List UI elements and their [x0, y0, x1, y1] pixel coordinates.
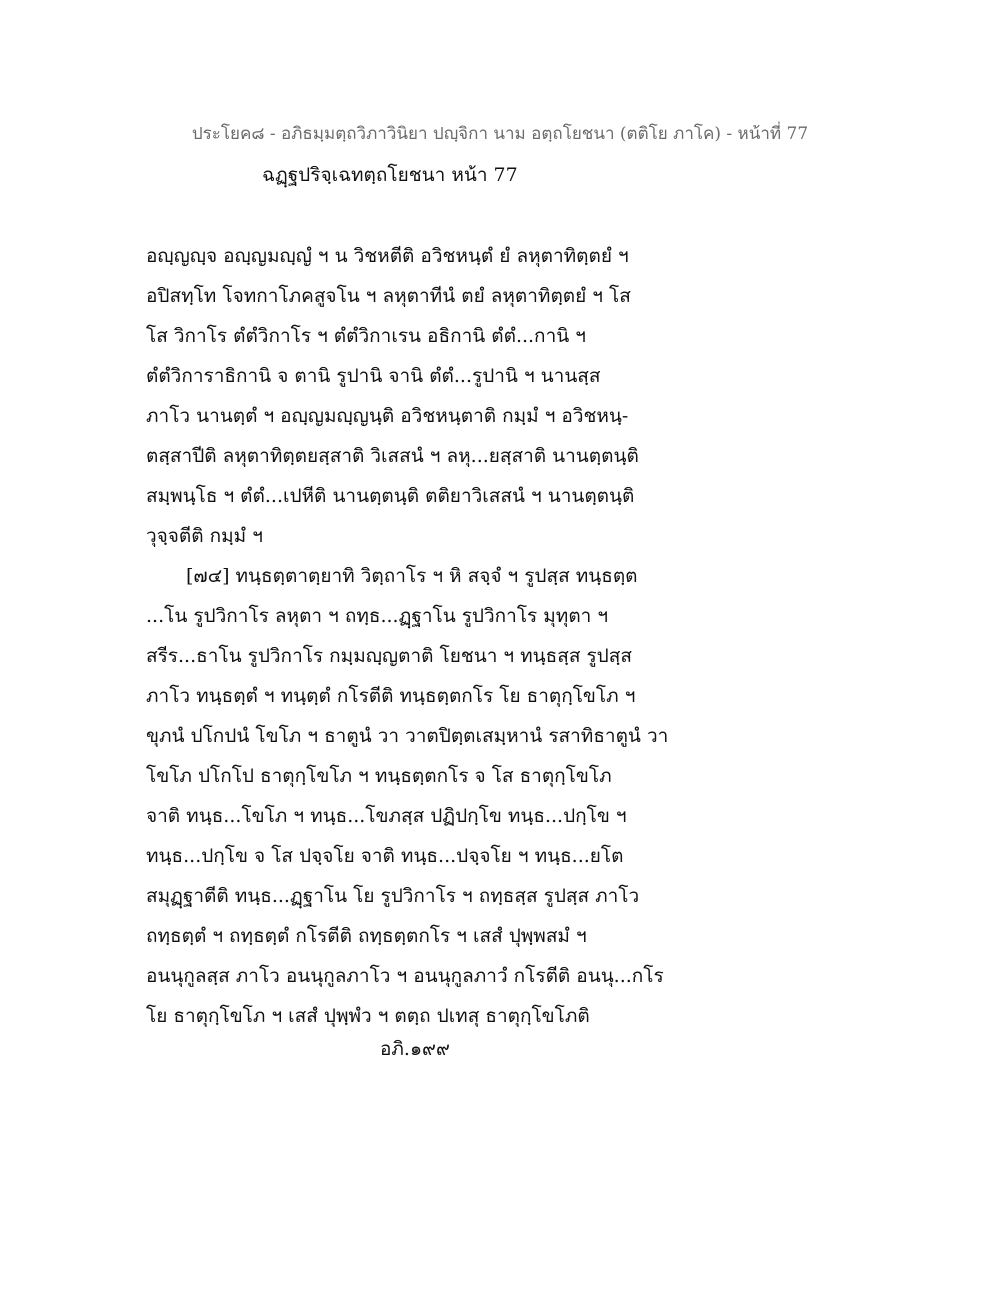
text-line: ถทฺธตฺตํ ฯ ถทฺธตฺตํ กโรตีติ ถทฺธตฺตกโร ฯ เสสํ ปุพฺพสมํ ฯ: [146, 925, 587, 947]
text-line: อนนุกูลสฺส ภาโว อนนุกูลภาโว ฯ อนนุกูลภาวํ กโรตีติ อนนุ...กโร: [146, 965, 664, 987]
section-title: ฉฏฺฐปริจฺเฉทตฺถโยชนา หน้า 77: [262, 164, 518, 186]
text-line: สรีร...ธาโน รูปวิกาโร กมฺมญฺญตาติ โยชนา ฯ ทนฺธสฺส รูปสฺส: [146, 645, 632, 667]
text-line: ตํตํวิการาธิกานิ จ ตานิ รูปานิ จานิ ตํตํ...รูปานิ ฯ นานสฺส: [146, 365, 601, 387]
text-line: จาติ ทนฺธ...โขโภ ฯ ทนฺธ...โขภสฺส ปฏิปกฺโข ทนฺธ...ปกฺโข ฯ: [146, 805, 627, 827]
text-line: ภาโว นานตฺตํ ฯ อญฺญมญฺญนฺติ อวิชหนฺตาติ กมฺมํ ฯ อวิชหนฺ-: [146, 405, 629, 427]
text-line: อญฺญญฺจ อญฺญมญฺญํ ฯ น วิชหตีติ อวิชหนฺตํ ยํ ลหุตาทิตฺตยํ ฯ: [146, 245, 629, 267]
text-line: ทนฺธ...ปกฺโข จ โส ปจฺจโย จาติ ทนฺธ...ปจฺจโย ฯ ทนฺธ...ยโต: [146, 845, 624, 867]
running-header: ประโยค๘ - อภิธมฺมตฺถวิภาวินิยา ปญฺจิกา นาม อตฺถโยชนา (ตติโย ภาโค) - หน้าที่ 77: [191, 124, 809, 144]
text-line: ขุภนํ ปโกปนํ โขโภ ฯ ธาตูนํ วา วาตปิตฺตเสมฺหานํ รสาทิธาตูนํ วา: [146, 725, 669, 747]
text-line: ...โน รูปวิกาโร ลหุตา ฯ ถทฺธ...ฏฺฐาโน รูปวิกาโร มุทุตา ฯ: [146, 605, 609, 627]
text-line: ภาโว ทนฺธตฺตํ ฯ ทนฺตฺตํ กโรตีติ ทนฺธตฺตกโร โย ธาตุกฺโขโภ ฯ: [146, 685, 636, 707]
body-text: [146, 236, 866, 1036]
text-line: สมฺพนฺโธ ฯ ตํตํ...เปหีติ นานตฺตนฺติ ตติยาวิเสสนํ ฯ นานตฺตนฺติ: [146, 485, 635, 507]
page-footer-code: อภิ.๑๙๙: [380, 1038, 450, 1060]
paragraph-start-line: [๗๔] ทนฺธตฺตาตฺยาทิ วิตฺถาโร ฯ หิ สจฺจํ ฯ รูปสฺส ทนฺธตฺต: [186, 565, 638, 587]
text-line: โขโภ ปโกโป ธาตุกฺโขโภ ฯ ทนฺธตฺตกโร จ โส ธาตุกฺโขโภ: [146, 765, 612, 787]
text-line: ตสฺสาปีติ ลหุตาทิตฺตยสฺสาติ วิเสสนํ ฯ ลหุ...ยสฺสาติ นานตฺตนฺติ: [146, 445, 639, 467]
text-line: วุจฺจตีติ กมฺมํ ฯ: [146, 525, 263, 547]
text-line: สมุฏฺฐาตีติ ทนฺธ...ฏฺฐาโน โย รูปวิกาโร ฯ ถทฺธสฺส รูปสฺส ภาโว: [146, 885, 640, 907]
text-line: โย ธาตุกฺโขโภ ฯ เสสํ ปุพฺพํว ฯ ตตฺถ ปเทสุ ธาตุกฺโขโภติ: [146, 1005, 590, 1027]
text-line: โส วิกาโร ตํตํวิกาโร ฯ ตํตํวิกาเรน อธิกานิ ตํตํ...กานิ ฯ: [146, 325, 586, 347]
text-line: อปิสทฺโท โจทกาโภคสูจโน ฯ ลหุตาทีนํ ตยํ ลหุตาทิตฺตยํ ฯ โส: [146, 285, 631, 307]
